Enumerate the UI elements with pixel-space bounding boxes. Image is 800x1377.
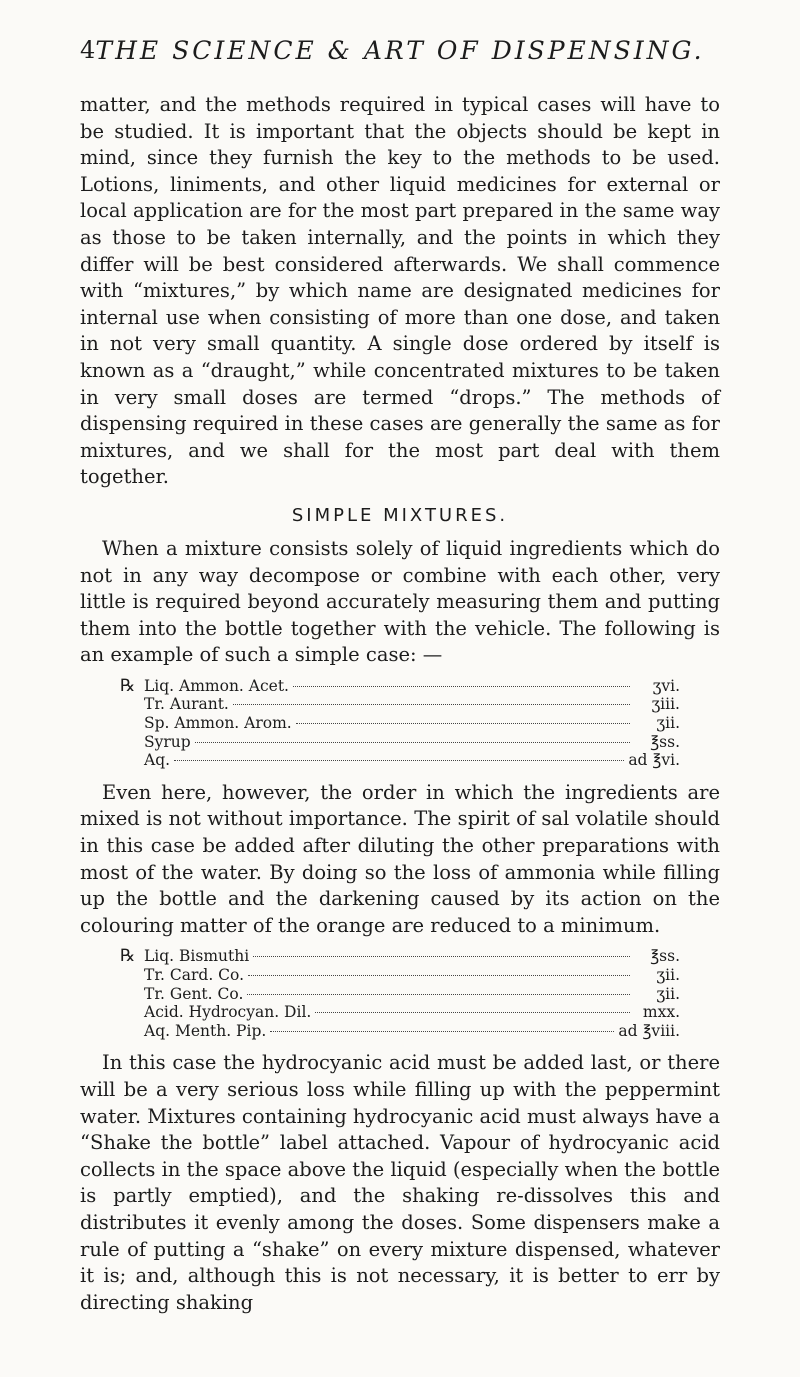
prescription-line (120, 1003, 680, 1022)
ingredient-quantity: ʒiii. (651, 695, 680, 714)
section-heading: SIMPLE MIXTURES. (291, 504, 509, 526)
leader-dots (233, 704, 630, 705)
ingredient-quantity: mxx. (642, 1003, 680, 1022)
prescription-2 (120, 947, 680, 1040)
leader-dots (253, 956, 630, 957)
leader-dots (293, 686, 630, 687)
ingredient-name: Tr. Gent. Co. (144, 984, 244, 1003)
paragraph-order-of-mixing: Even here, however, the order in which the ingredients are mixed is not without importance. The spirit of sal volatile should in this case be added after diluting the other preparations with most of the water. By doing so the loss of ammonia while filling up the bottle and the darkening caused by its action on the colouring matter of the orange are reduced to a minimum. (80, 780, 720, 937)
paragraph-hydrocyanic-acid: In this case the hydrocyanic acid must be added last, or there will be a very serious loss while filling up with the peppermint water. Mixtures containing hydrocyanic acid must always have a “Shake the bottle” label attached. Vapour of hydrocyanic acid collects in the space above the liquid (especially when the bottle is partly emptied), and the shaking re-dissolves this and distributes it evenly among the doses. Some dispensers make a rule of putting a “shake” on every mixture dispensed, whatever it is; and, although this is not necessary, it is better to err by directing shaking (80, 1051, 721, 1314)
ingredient-name: Aq. (144, 751, 171, 770)
prescription-line (120, 1022, 680, 1041)
leader-dots (270, 1031, 614, 1032)
ingredient-quantity: ʒii. (656, 984, 680, 1003)
prescription-line (120, 947, 680, 966)
ingredient-quantity: ℥ss. (650, 732, 680, 751)
prescription-1 (120, 677, 680, 770)
page-header (80, 36, 720, 76)
ingredient-quantity: ʒvi. (652, 676, 680, 695)
ingredient-name: Tr. Aurant. (144, 695, 229, 714)
leader-dots (247, 994, 630, 995)
prescription-line (120, 751, 680, 770)
ingredient-quantity: ℥ss. (650, 947, 680, 966)
ingredient-name: Aq. Menth. Pip. (144, 1021, 267, 1040)
leader-dots (195, 742, 630, 743)
ingredient-name: Liq. Ammon. Acet. (144, 676, 289, 695)
leader-dots (248, 975, 630, 976)
ingredient-name: Acid. Hydrocyan. Dil. (144, 1003, 312, 1022)
ingredient-name: Sp. Ammon. Arom. (144, 714, 292, 733)
ingredient-quantity: ʒii. (656, 714, 680, 733)
recipe-symbol: ℞ (120, 675, 136, 696)
ingredient-quantity: ʒii. (656, 966, 680, 984)
running-title: THE SCIENCE & ART OF DISPENSING. (95, 36, 705, 65)
leader-dots (315, 1012, 630, 1013)
ingredient-quantity: ad ℥vi. (628, 751, 680, 770)
prescription-line (120, 985, 680, 1004)
leader-dots (174, 760, 624, 761)
prescription-line (120, 733, 680, 752)
page-body (80, 92, 720, 1316)
leader-dots (296, 723, 630, 724)
ingredient-name: Liq. Bismuthi (144, 947, 250, 966)
prescription-line (120, 966, 680, 985)
prescription-line (120, 677, 680, 696)
ingredient-quantity: ad ℥viii. (618, 1021, 680, 1040)
ingredient-name: Tr. Card. Co. (144, 966, 245, 984)
prescription-line (120, 714, 680, 733)
intro-paragraph: matter, and the methods required in typical cases will have to be studied. It is important that the objects should be kept in mind, since they furnish the key to the methods to be used. Lotions, liniments, and other liquid medicines for external or local application are for the most part prepared in the same way as those to be taken internally, and the points in which they differ will be best considered afterwards. We shall commence with “mixtures,” by which name are designated medicines for internal use when consisting of more than one dose, and taken in not very small quantity. A single dose ordered by itself is known as a “draught,” while concentrated mixtures to be taken in very small doses are termed “drops.” The methods of dispensing required in these cases are generally the same as for mixtures, and we shall for the most part deal with them together. (80, 93, 720, 489)
page-number: 4 (80, 36, 96, 64)
ingredient-name: Syrup (144, 732, 191, 751)
paragraph-simple-case: When a mixture consists solely of liquid ingredients which do not in any way decompose or combine with each other, very little is required beyond accurately measuring them and putting them into the bottle together with the vehicle. The following is an example of such a simple case: — (80, 536, 720, 667)
recipe-symbol: ℞ (120, 946, 136, 967)
prescription-line (120, 695, 680, 714)
